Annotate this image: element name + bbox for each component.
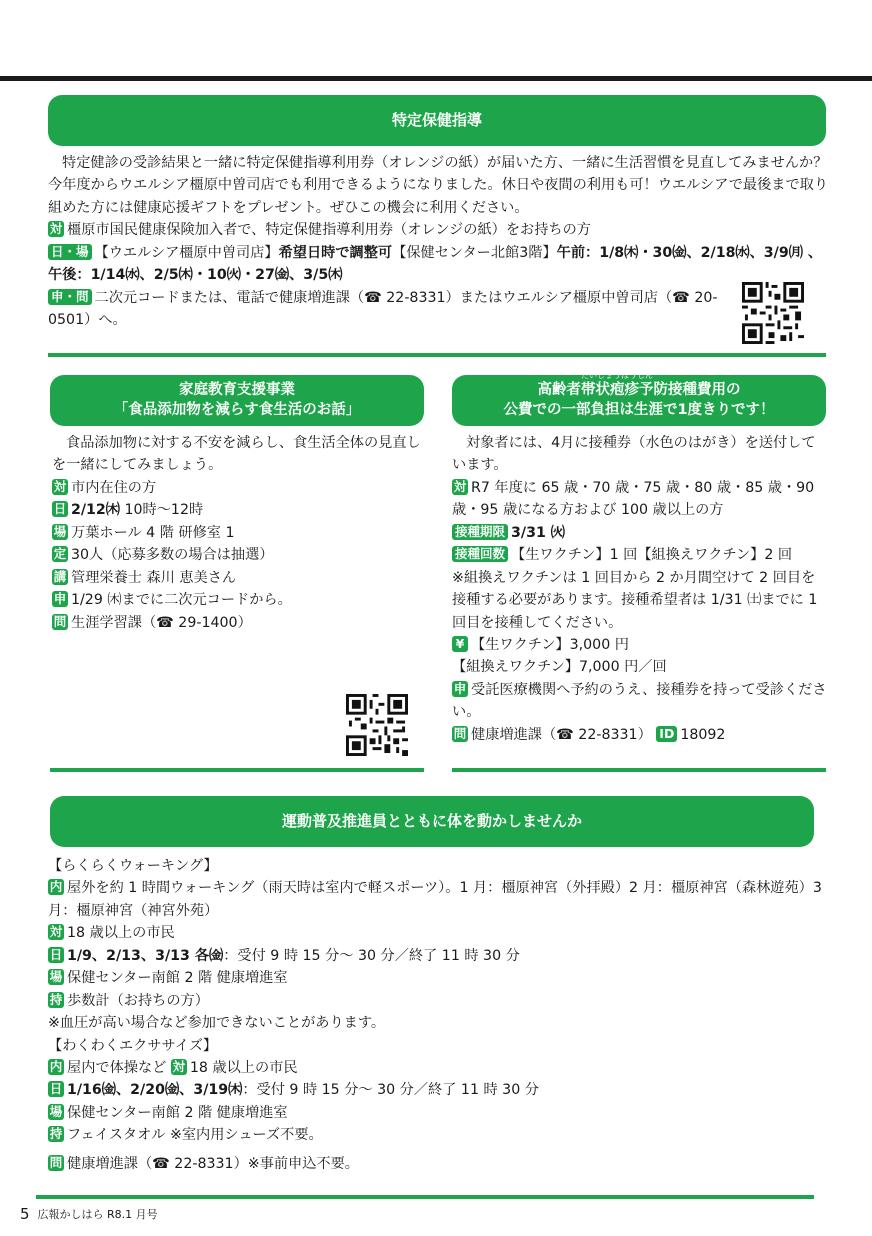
info-item: 講 管理栄養士 森川 恵美さん	[53, 568, 237, 586]
banner-title: 特定保健指導	[391, 111, 482, 130]
inquiry-line: 問 健康増進課（☎ 22-8331）※事前申込不要。	[49, 1154, 359, 1172]
intro-paragraph: 食品添加物に対する不安を減らし、食生活全体の見直しを一緒にしてみましょう。	[52, 435, 421, 474]
fee-line: ¥ 【生ワクチン】3,000 円	[452, 634, 828, 656]
inquiry-line: 問 健康増進課（☎ 22-8331） ID 18092	[453, 725, 726, 743]
section-family-education	[52, 432, 424, 634]
id-tag: ID	[656, 726, 677, 742]
banner-line1: 家庭教育支援事業	[179, 381, 295, 398]
yen-icon: ¥	[452, 636, 468, 652]
target-line: 対 橿原市国民健康保険加入者で、特定保健指導利用券（オレンジの紙）をお持ちの方	[49, 221, 591, 239]
date-venue-line: 日・場 【ウエルシア橿原中曽司店】希望日時で調整可【保健センター北館3階】午前：1/8㈭・30㈮、2/18㈬、3/9㈪ 、午後：1/14㈬、2/5㈭・10㈫・27㈮、3/5㈭	[48, 243, 823, 284]
page-footer	[20, 1203, 158, 1227]
walk-date: 日 1/9、2/13、3/13 各㈮：受付 9 時 15 分～ 30 分／終了 11 時 30 分	[49, 946, 520, 964]
qr-code-icon[interactable]	[346, 694, 408, 756]
banner-line2: 公費での一部負担は生涯で1度きりです！	[503, 401, 775, 418]
section-divider	[36, 1195, 814, 1199]
info-item: 問 生涯学習課（☎ 29-1400）	[53, 613, 252, 631]
section-divider	[50, 768, 424, 772]
date-venue-tag: 日・場	[48, 244, 92, 260]
walk-title: 【らくらくウォーキング】	[48, 858, 218, 874]
exercise-date: 日 1/16㈮、2/20㈮、3/19㈭：受付 9 時 15 分～ 30 分／終了 11 時 30 分	[49, 1081, 539, 1099]
top-rule	[0, 76, 872, 81]
info-item: 申 1/29 ㈭までに二次元コードから。	[53, 591, 292, 609]
section-banner-shingles-vaccine	[452, 370, 826, 426]
publication-name: 広報かしはら R8.1 月号	[37, 1208, 158, 1221]
apply-line: 申・問 二次元コードまたは、電話で健康増進課（☎ 22-8331）またはウエルシア橿原中曽司店（☎ 20-0501）へ。	[48, 288, 718, 329]
exercise-place: 場 保健センター南館 2 階 健康増進室	[49, 1103, 288, 1121]
target-line: 対 R7 年度に 65 歳・70 歳・75 歳・80 歳・85 歳・90 歳・95 歳になる方および 100 歳以上の方	[452, 478, 815, 519]
exercise-bring: 持 フェイスタオル ※室内用シューズ不要。	[49, 1126, 323, 1144]
info-item: 場 万葉ホール 4 階 研修室 1	[53, 523, 235, 541]
note-line: ※組換えワクチンは 1 回目から 2 か月間空けて 2 回目を接種する必要があります。接種希望者は 1/31 ㈯までに 1 回目を接種してください。	[452, 569, 818, 631]
ruby-reading: たいじょうほうしん	[581, 370, 653, 380]
info-item: 対 市内在住の方	[53, 478, 157, 496]
walk-target: 対 18 歳以上の市民	[49, 924, 175, 942]
page-number: 5	[20, 1205, 30, 1223]
section-shingles-vaccine	[452, 432, 828, 746]
qr-code-icon[interactable]	[742, 282, 804, 344]
info-item: 日 2/12㈭ 10時～12時	[53, 501, 204, 519]
apply-line: 申 受託医療機関へ予約のうえ、接種券を持って受診ください。	[452, 680, 827, 721]
walk-content: 内 屋外を約 1 時間ウォーキング（雨天時は室内で軽スポーツ）。1 月：橿原神宮（外拝殿）2 月：橿原神宮（森林遊苑）3 月：橿原神宮（神宮外苑）	[48, 879, 822, 919]
section-specific-health-guidance	[48, 152, 830, 332]
apply-tag: 申・問	[48, 289, 92, 305]
section-divider	[48, 353, 826, 357]
banner-title: 運動普及推進員とともに体を動かしませんか	[281, 812, 582, 831]
exercise-title: 【わくわくエクササイズ】	[48, 1037, 218, 1054]
walk-bring: 持 歩数計（お持ちの方）	[49, 991, 209, 1009]
intro-paragraph: 対象者には、4月に接種券（水色のはがき）を送付しています。	[452, 435, 816, 474]
section-banner-family-education	[50, 375, 424, 426]
section-divider	[452, 768, 826, 772]
banner-line2: 「食品添加物を減らす食生活のお話」	[113, 401, 361, 418]
deadline-line: 接種期限 3/31 ㈫	[452, 522, 828, 544]
section-exercise	[48, 855, 830, 1175]
fee-line: 【組換えワクチン】7,000 円／回	[452, 659, 667, 676]
banner-line1: 高齢者 たいじょうほうしん 帯状疱疹予防接種費用の	[537, 370, 741, 398]
count-line: 接種回数 【生ワクチン】1 回【組換えワクチン】2 回	[452, 544, 828, 566]
section-banner-specific-health-guidance	[48, 95, 826, 146]
exercise-content: 内 屋内で体操など 対 18 歳以上の市民	[49, 1058, 298, 1076]
intro-paragraph: 特定健診の受診結果と一緒に特定保健指導利用券（オレンジの紙）が届いた方、一緒に生活習慣を見直してみませんか？今年度からウエルシア橿原中曽司店でも利用できるようになりました。休日や夜間の利用も可！ウエルシアで最後まで取り組めた方には健康応援ギフトをプレゼント。ぜひこの機会に利用ください。	[48, 155, 829, 216]
target-tag: 対	[49, 221, 63, 237]
section-banner-exercise	[50, 796, 814, 847]
info-item: 定 30人（応募多数の場合は抽選）	[53, 546, 274, 564]
walk-note: ※血圧が高い場合など参加できないことがあります。	[48, 1015, 386, 1032]
walk-place: 場 保健センター南館 2 階 健康増進室	[49, 969, 288, 987]
